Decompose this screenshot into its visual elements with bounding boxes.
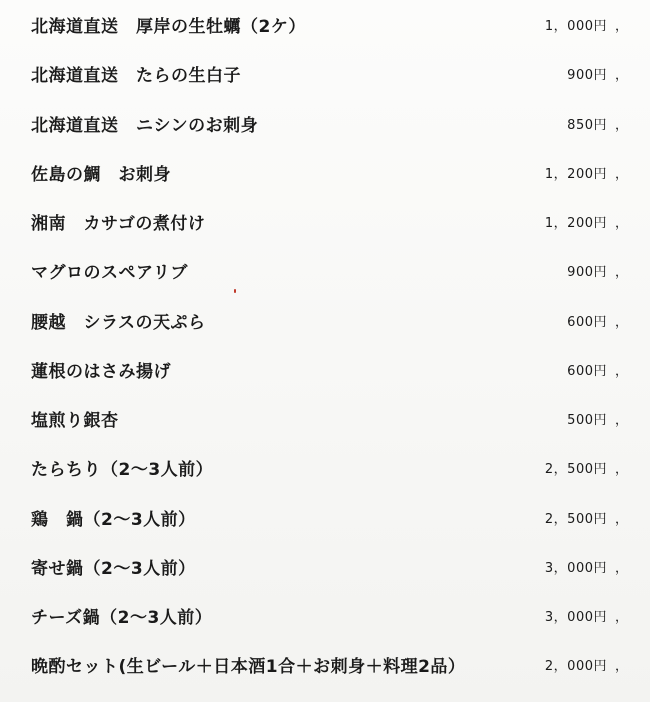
item-price: 1，200円	[544, 216, 607, 231]
item-name: 北海道直送 ニシンのお刺身	[31, 116, 259, 136]
item-price: 900円	[567, 68, 607, 83]
item-price: 3，000円	[544, 561, 607, 576]
item-price: 850円	[567, 118, 607, 133]
item-price: 2，000円	[544, 659, 607, 674]
menu-item	[0, 505, 650, 535]
menu-item	[0, 12, 650, 42]
menu-item	[0, 61, 650, 91]
item-mark: ，	[615, 167, 629, 182]
item-price: 2，500円	[544, 512, 607, 527]
item-price: 900円	[567, 265, 607, 280]
menu-item	[0, 455, 650, 485]
item-name: 湘南 カサゴの煮付け	[31, 214, 206, 234]
item-mark: ，	[615, 216, 629, 231]
item-mark: ，	[615, 265, 629, 280]
item-mark: ，	[615, 561, 629, 576]
menu-item	[0, 258, 650, 288]
item-price: 2，500円	[544, 462, 607, 477]
item-mark: ，	[615, 118, 629, 133]
item-mark: ，	[615, 413, 629, 428]
item-name: 晩酌セット(生ビール＋日本酒1合＋お刺身＋料理2品）	[31, 657, 466, 677]
item-mark: ，	[615, 512, 629, 527]
item-mark: ，	[615, 610, 629, 625]
item-price: 1，200円	[544, 167, 607, 182]
item-price: 500円	[567, 413, 607, 428]
menu-item	[0, 308, 650, 338]
item-name: 北海道直送 たらの生白子	[31, 66, 241, 86]
item-mark: ，	[615, 659, 629, 674]
item-name: 鶏 鍋（2～3人前）	[31, 510, 196, 530]
item-name: たらちり（2～3人前）	[31, 460, 214, 480]
item-name: 北海道直送 厚岸の生牡蠣（2ケ）	[31, 17, 306, 37]
item-mark: ，	[615, 68, 629, 83]
item-name: 寄せ鍋（2～3人前）	[31, 559, 196, 579]
menu-item	[0, 554, 650, 584]
item-mark: ，	[615, 315, 629, 330]
item-mark: ，	[615, 364, 629, 379]
ink-speck	[234, 289, 236, 293]
item-price: 3，000円	[544, 610, 607, 625]
item-name: 塩煎り銀杏	[31, 411, 119, 431]
menu-item	[0, 160, 650, 190]
item-name: 佐島の鯛 お刺身	[31, 165, 171, 185]
menu-item	[0, 406, 650, 436]
menu-item	[0, 652, 650, 682]
menu-item	[0, 357, 650, 387]
item-price: 600円	[567, 364, 607, 379]
item-name: 蓮根のはさみ揚げ	[31, 362, 171, 382]
item-mark: ，	[615, 462, 629, 477]
item-name: マグロのスペアリブ	[31, 263, 188, 283]
item-price: 1，000円	[544, 19, 607, 34]
menu-item	[0, 111, 650, 141]
item-name: チーズ鍋（2～3人前）	[31, 608, 213, 628]
menu-item	[0, 603, 650, 633]
menu-item	[0, 209, 650, 239]
item-name: 腰越 シラスの天ぷら	[31, 313, 206, 333]
item-mark: ，	[615, 19, 629, 34]
item-price: 600円	[567, 315, 607, 330]
